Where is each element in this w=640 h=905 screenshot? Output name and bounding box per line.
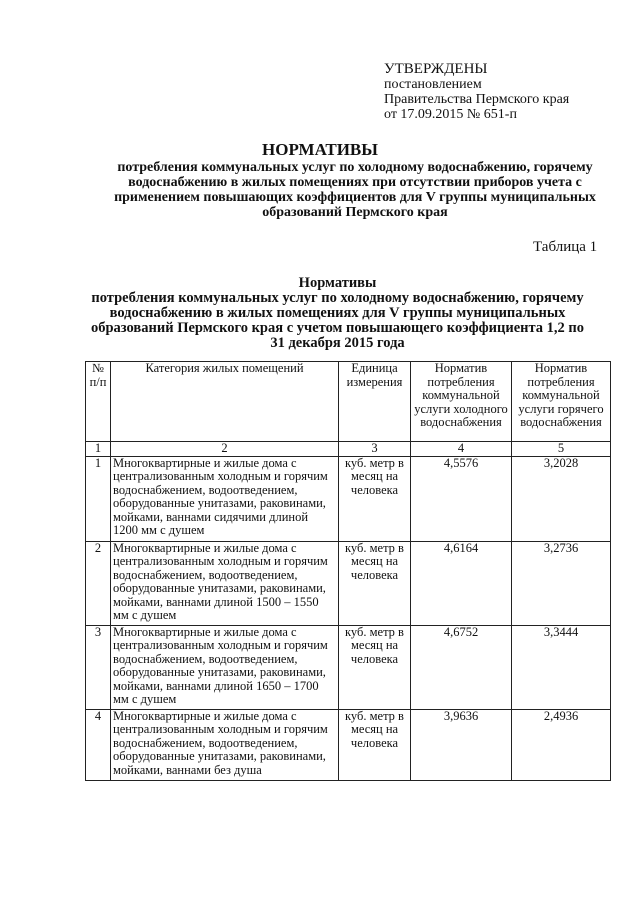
row-category: Многоквартирные и жилые дома с централизованным холодным и горячим водоснабжением, водоотведением, оборудованные унитазами, раковинами, мойками, ваннами сидячими длиной 1200 мм с душем	[111, 456, 339, 541]
table-title-text: потребления коммунальных услуг по холодному водоснабжению, горячему водоснабжению в жилых помещениях для V группы муниципальных образований Пермского края с учетом повышающего коэффициента 1,2 по 31 декабря 2015 года	[90, 290, 585, 351]
header-num: № п/п	[86, 362, 111, 442]
row-cold-value: 4,5576	[411, 456, 512, 541]
table-row	[86, 709, 611, 780]
norms-table	[85, 361, 611, 781]
column-number-row	[86, 442, 611, 457]
table-header-row	[86, 362, 611, 442]
row-hot-value: 3,2028	[512, 456, 611, 541]
approval-line: Правительства Пермского края	[384, 92, 570, 107]
row-cold-value: 4,6752	[411, 625, 512, 709]
row-unit: куб. метр в месяц на человека	[339, 709, 411, 780]
row-num: 2	[86, 541, 111, 625]
table-title-heading: Нормативы	[298, 275, 377, 291]
row-unit: куб. метр в месяц на человека	[339, 456, 411, 541]
header-cold: Норматив потребления коммунальной услуги холодного водоснабжения	[411, 362, 512, 442]
row-category: Многоквартирные и жилые дома с централизованным холодным и горячим водоснабжением, водоотведением, оборудованные унитазами, раковинами, мойками, ваннами без душа	[111, 709, 339, 780]
column-number: 4	[411, 442, 512, 457]
row-num: 1	[86, 456, 111, 541]
header-unit: Единица измерения	[339, 362, 411, 442]
header-hot: Норматив потребления коммунальной услуги горячего водоснабжения	[512, 362, 611, 442]
row-cold-value: 4,6164	[411, 541, 512, 625]
row-category: Многоквартирные и жилые дома с централизованным холодным и горячим водоснабжением, водоотведением, оборудованные унитазами, раковинами, мойками, ваннами длиной 1500 – 1550 мм с душем	[111, 541, 339, 625]
row-hot-value: 2,4936	[512, 709, 611, 780]
row-unit: куб. метр в месяц на человека	[339, 541, 411, 625]
approval-heading: УТВЕРЖДЕНЫ	[384, 61, 488, 77]
approval-line: постановлением	[384, 77, 482, 92]
column-number: 2	[111, 442, 339, 457]
header-category: Категория жилых помещений	[111, 362, 339, 442]
row-num: 4	[86, 709, 111, 780]
approval-line: от 17.09.2015 № 651-п	[384, 107, 517, 122]
table-number: Таблица 1	[533, 239, 598, 255]
column-number: 3	[339, 442, 411, 457]
table-title	[90, 276, 585, 351]
column-number: 1	[86, 442, 111, 457]
approval-stamp	[384, 62, 569, 122]
row-unit: куб. метр в месяц на человека	[339, 625, 411, 709]
table-row	[86, 456, 611, 541]
document-title: НОРМАТИВЫ	[262, 140, 378, 159]
row-num: 3	[86, 625, 111, 709]
row-cold-value: 3,9636	[411, 709, 512, 780]
table-row	[86, 541, 611, 625]
table-row	[86, 625, 611, 709]
column-number: 5	[512, 442, 611, 457]
document-subtitle: потребления коммунальных услуг по холодному водоснабжению, горячему водоснабжению в жилых помещениях при отсутствии приборов учета с применением повышающих коэффициентов для V группы муниципальных образований Пермского края	[114, 160, 596, 220]
row-hot-value: 3,2736	[512, 541, 611, 625]
row-category: Многоквартирные и жилые дома с централизованным холодным и горячим водоснабжением, водоотведением, оборудованные унитазами, раковинами, мойками, ваннами длиной 1650 – 1700 мм с душем	[111, 625, 339, 709]
row-hot-value: 3,3444	[512, 625, 611, 709]
